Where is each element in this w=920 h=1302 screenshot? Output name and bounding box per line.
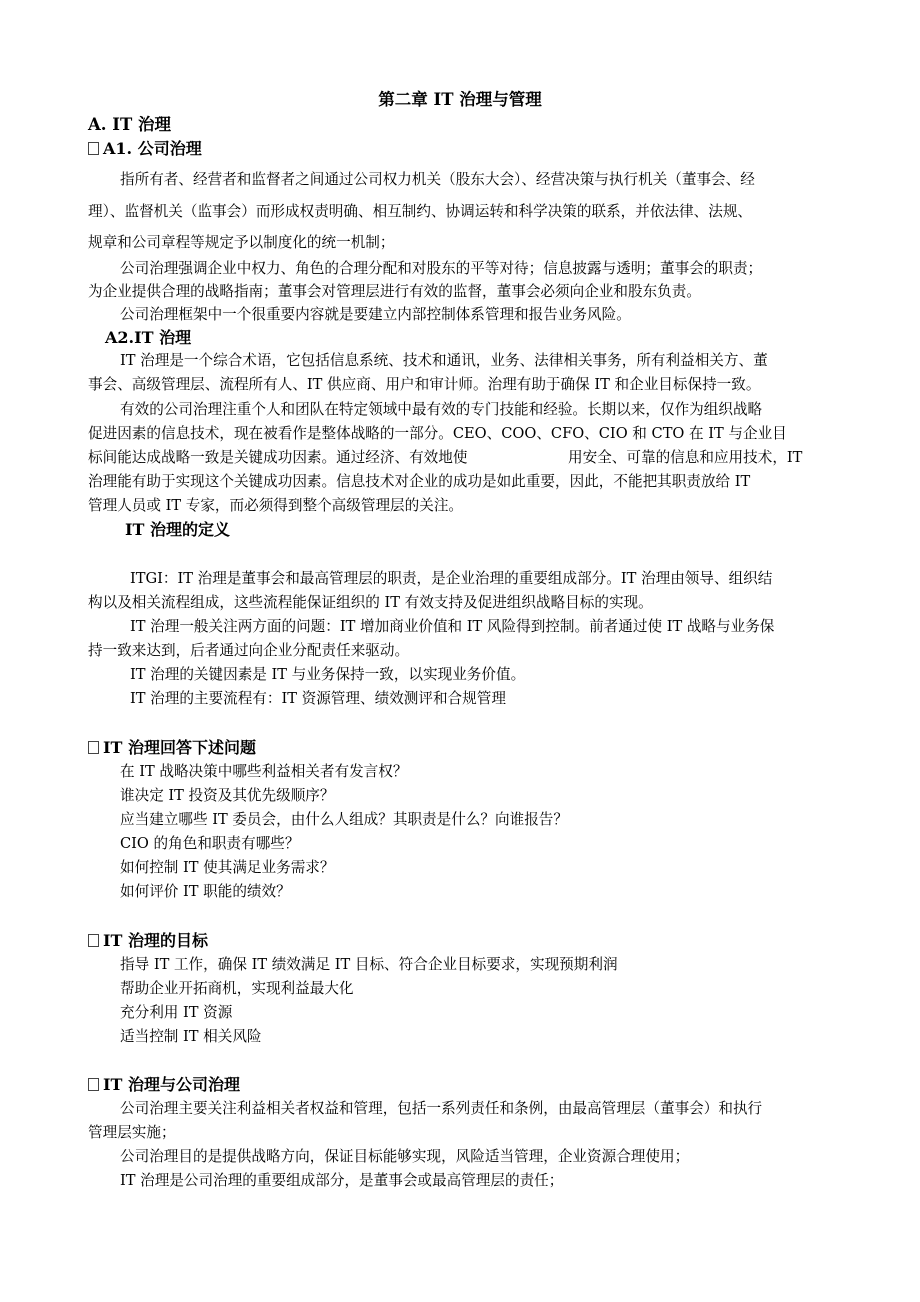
- question-item: 如何评价 IT 职能的绩效？: [120, 883, 291, 900]
- a2-p1-line1: IT 治理是一个综合术语，它包括信息系统、技术和通讯，业务、法律相关事务，所有利益相关方、董: [120, 352, 768, 369]
- a2-p2-line1: 有效的公司治理注重个人和团队在特定领域中最有效的专门技能和经验。长期以来，仅作为组织战略: [120, 401, 763, 418]
- question-item: 如何控制 IT 使其满足业务需求？: [120, 859, 335, 876]
- definition-p1-line1: ITGI：IT 治理是董事会和最高管理层的职责，是企业治理的重要组成部分。IT 治理由领导、组织结: [130, 570, 773, 587]
- a2-p2-line2: 促进因素的信息技术，现在被看作是整体战略的一部分。CEO、COO、CFO、CIO 和 CTO 在 IT 与企业目: [88, 425, 787, 442]
- definition-heading: IT 治理的定义: [125, 520, 230, 539]
- goals-heading: [88, 931, 208, 951]
- a1-p1-line1: 指所有者、经营者和监督者之间通过公司权力机关（股东大会）、经营决策与执行机关（董事会、经: [120, 171, 755, 188]
- question-item: CIO 的角色和职责有哪些？: [120, 835, 300, 852]
- checkbox-icon: [88, 142, 99, 155]
- checkbox-icon: [88, 934, 99, 947]
- a2-p2-line4: 治理能有助于实现这个关键成功因素。信息技术对企业的成功是如此重要，因此，不能把其职责放给 IT: [88, 473, 751, 490]
- question-item: 在 IT 战略决策中哪些利益相关者有发言权？: [120, 763, 408, 780]
- goals-heading-text: IT 治理的目标: [103, 931, 208, 950]
- relation-heading: [88, 1075, 240, 1095]
- definition-p3: IT 治理的关键因素是 IT 与业务保持一致，以实现业务价值。: [130, 666, 526, 683]
- a2-p2-line3b: 用安全、可靠的信息和应用技术，IT: [568, 449, 803, 466]
- relation-p1-line1: 公司治理主要关注利益相关者权益和管理，包括一系列责任和条例，由最高管理层（董事会）和执行: [120, 1100, 763, 1117]
- chapter-title: 第二章 IT 治理与管理: [378, 90, 542, 109]
- a1-p2-line1: 公司治理强调企业中权力、角色的合理分配和对股东的平等对待；信息披露与透明；董事会的职责；: [120, 260, 763, 277]
- questions-heading: [88, 738, 256, 758]
- relation-p1-line2: 管理层实施；: [88, 1124, 176, 1141]
- a1-heading: [88, 139, 202, 159]
- goal-item: 充分利用 IT 资源: [120, 1004, 233, 1021]
- a1-heading-text: A1. 公司治理: [103, 139, 202, 158]
- goal-item: 适当控制 IT 相关风险: [120, 1028, 262, 1045]
- a2-p2-line5: 管理人员或 IT 专家，而必须得到整个高级管理层的关注。: [88, 497, 464, 514]
- a1-p1-line3: 规章和公司章程等规定予以制度化的统一机制；: [88, 234, 395, 251]
- definition-p4: IT 治理的主要流程有：IT 资源管理、绩效测评和合规管理: [130, 690, 506, 707]
- relation-p3: IT 治理是公司治理的重要组成部分，是董事会或最高管理层的责任；: [120, 1172, 564, 1189]
- a2-p2-line3a: 标间能达成战略一致是关键成功因素。通过经济、有效地使: [88, 449, 468, 466]
- a1-p1-line2: 理）、监督机关（监事会）而形成权责明确、相互制约、协调运转和科学决策的联系，并依法律、法规、: [88, 203, 753, 220]
- checkbox-icon: [88, 741, 99, 754]
- definition-p1-line2: 构以及相关流程组成，这些流程能保证组织的 IT 有效支持及促进组织战略目标的实现。: [88, 594, 653, 611]
- goal-item: 指导 IT 工作，确保 IT 绩效满足 IT 目标、符合企业目标要求，实现预期利润: [120, 956, 618, 973]
- section-a-heading: A. IT 治理: [88, 115, 172, 134]
- questions-heading-text: IT 治理回答下述问题: [103, 738, 256, 757]
- question-item: 应当建立哪些 IT 委员会，由什么人组成？其职责是什么？向谁报告？: [120, 811, 568, 828]
- a1-p2-line2: 为企业提供合理的战略指南；董事会对管理层进行有效的监督，董事会必须向企业和股东负责。: [88, 283, 701, 300]
- relation-p2: 公司治理目的是提供战略方向，保证目标能够实现，风险适当管理，企业资源合理使用；: [120, 1148, 690, 1165]
- a1-p3: 公司治理框架中一个很重要内容就是要建立内部控制体系管理和报告业务风险。: [120, 306, 631, 323]
- checkbox-icon: [88, 1078, 99, 1091]
- a2-p1-line2: 事会、高级管理层、流程所有人、IT 供应商、用户和审计师。治理有助于确保 IT 和企业目标保持一致。: [88, 376, 761, 393]
- goal-item: 帮助企业开拓商机，实现利益最大化: [120, 980, 354, 997]
- definition-p2-line2: 持一致来达到，后者通过向企业分配责任来驱动。: [88, 642, 410, 659]
- question-item: 谁决定 IT 投资及其优先级顺序？: [120, 787, 335, 804]
- a2-heading: A2.IT 治理: [105, 328, 192, 347]
- definition-p2-line1: IT 治理一般关注两方面的问题：IT 增加商业价值和 IT 风险得到控制。前者通过使 IT 战略与业务保: [130, 618, 775, 635]
- relation-heading-text: IT 治理与公司治理: [103, 1075, 240, 1094]
